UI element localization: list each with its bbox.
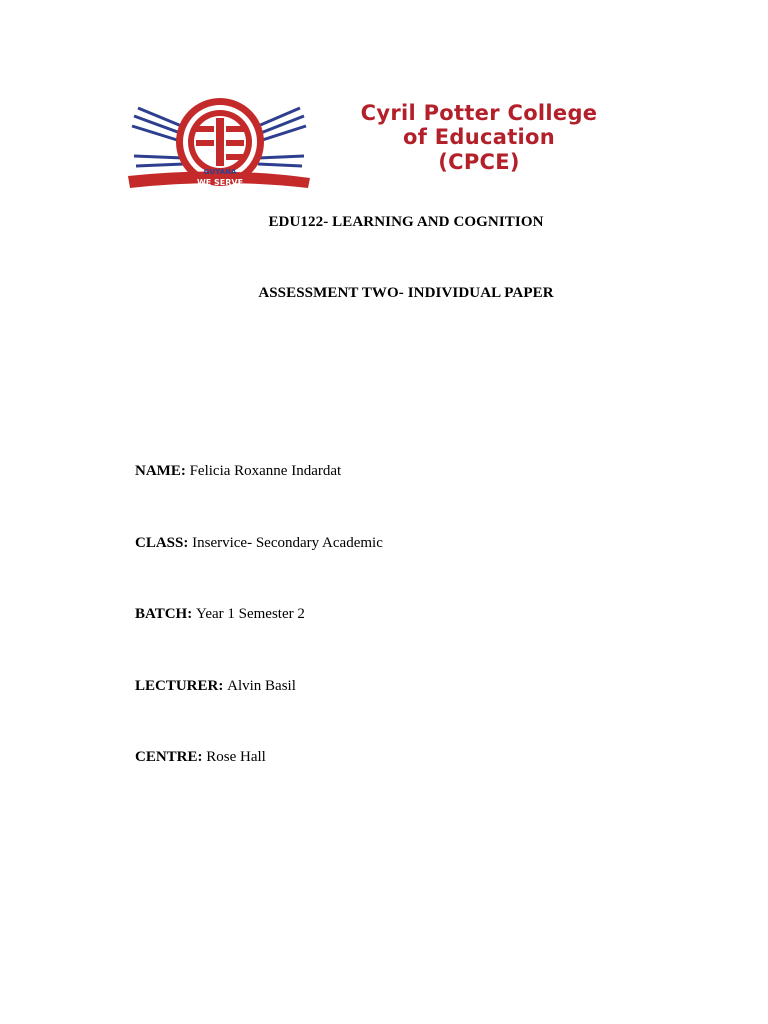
field-class <box>135 535 383 552</box>
field-centre-label: CENTRE: <box>135 749 207 765</box>
college-name-line-2: of Education <box>402 124 556 149</box>
field-centre-value: Rose Hall <box>206 749 266 765</box>
college-name-line-3: (CPCE) <box>438 150 520 175</box>
field-batch-label: BATCH: <box>135 606 196 622</box>
college-emblem-logo <box>124 96 314 192</box>
field-lecturer <box>135 678 296 695</box>
college-logo-banner <box>124 96 644 192</box>
field-lecturer-label: LECTURER: <box>135 678 228 694</box>
emblem-banner-text: WE SERVE <box>196 178 244 187</box>
emblem-top-text: GUYANA <box>203 168 237 176</box>
field-batch-value: Year 1 Semester 2 <box>195 606 305 622</box>
field-name-value: Felicia Roxanne Indardat <box>189 463 342 479</box>
field-centre <box>135 749 266 766</box>
field-class-value: Inservice- Secondary Academic <box>192 535 383 551</box>
assessment-title: ASSESSMENT TWO- INDIVIDUAL PAPER <box>258 285 554 301</box>
college-name <box>314 102 644 175</box>
course-title: EDU122- LEARNING AND COGNITION <box>268 214 544 230</box>
field-lecturer-value: Alvin Basil <box>227 678 296 694</box>
college-name-line-1: Cyril Potter College <box>360 101 598 125</box>
field-batch <box>135 606 305 623</box>
field-name <box>135 463 341 480</box>
field-class-label: CLASS: <box>135 535 193 551</box>
field-name-label: NAME: <box>135 463 190 479</box>
